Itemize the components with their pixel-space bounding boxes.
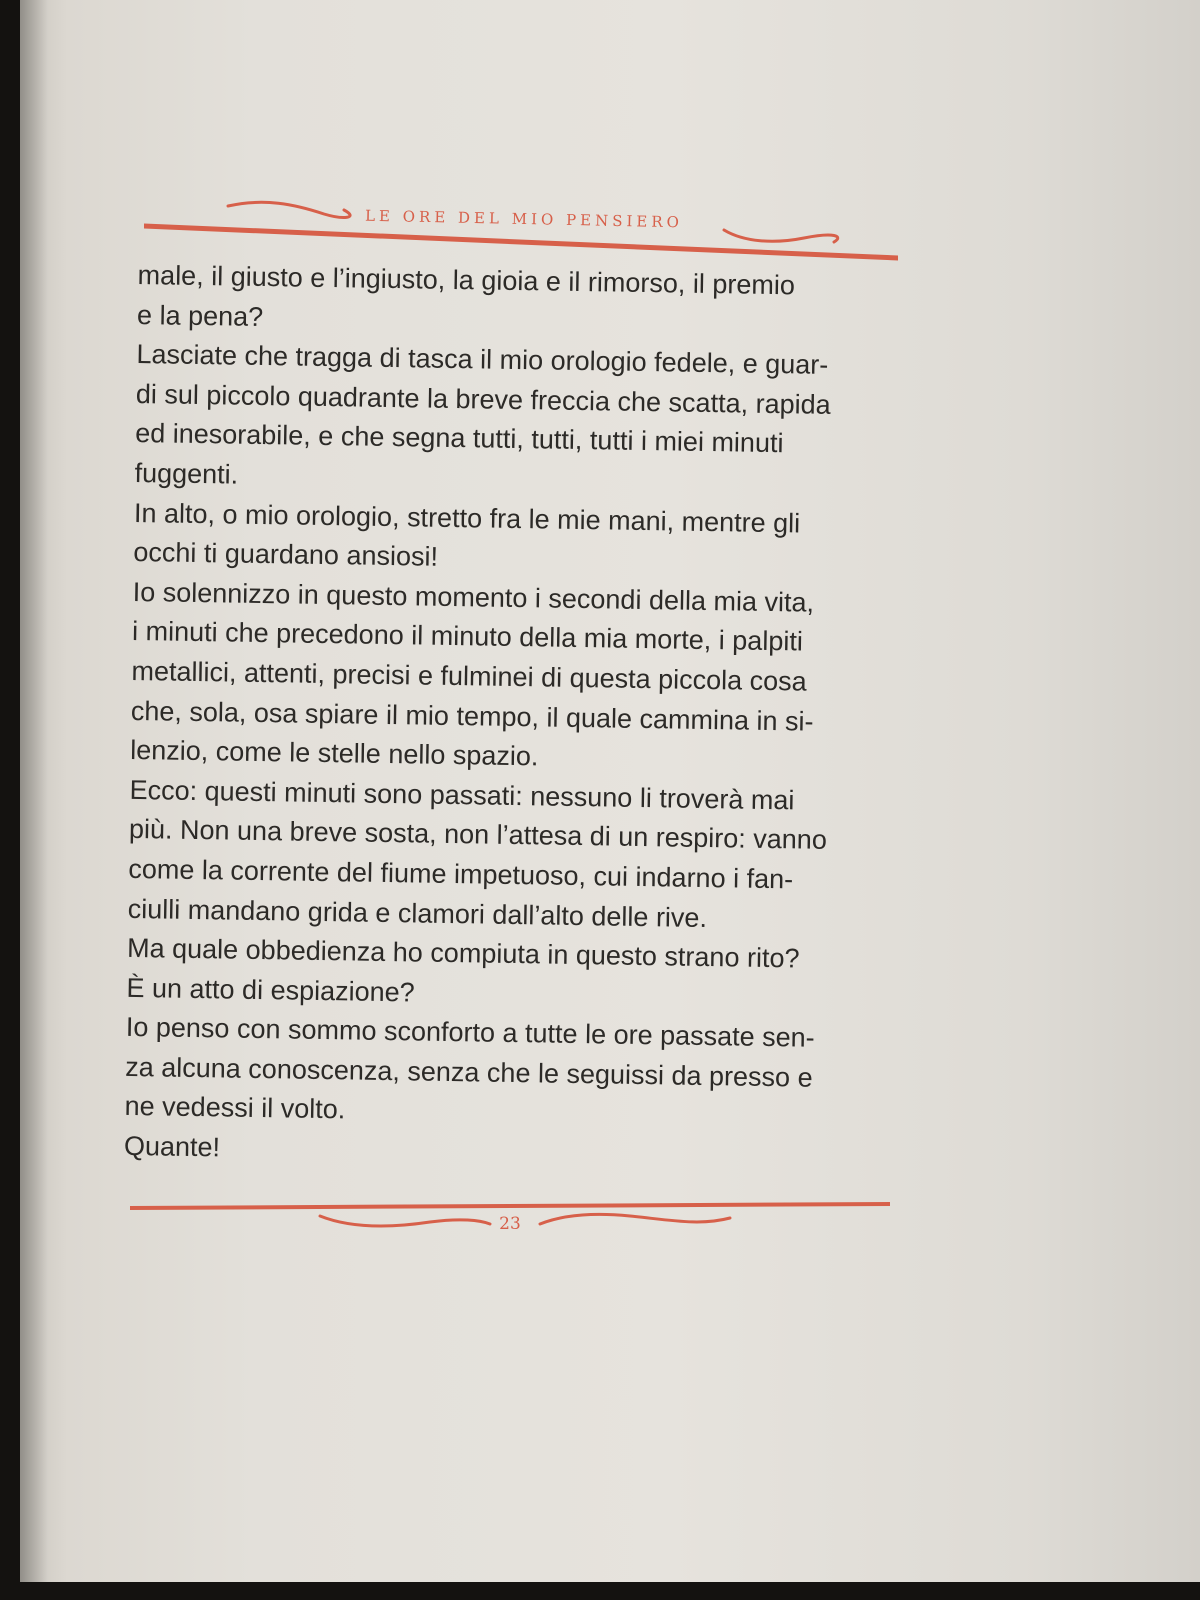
- paragraph: [130, 573, 913, 783]
- paragraph: [126, 929, 907, 1020]
- text-line: ne vedessi il volto.: [124, 1091, 346, 1125]
- paragraph: [137, 256, 918, 347]
- text-line: Io penso con sommo sconforto a tutte le ore passate sen-: [125, 1012, 815, 1054]
- text-line: ed inesorabile, e che segna tutti, tutti, tutti i miei minuti: [134, 418, 784, 459]
- paragraph: [133, 494, 914, 585]
- paragraph: [127, 771, 909, 942]
- running-title: LE ORE DEL MIO PENSIERO: [364, 206, 684, 232]
- page-number: 23: [499, 1214, 521, 1234]
- paragraph: [134, 335, 916, 506]
- text-line: i minuti che precedono il minuto della mia morte, i palpiti: [131, 616, 804, 657]
- binding-shadow: [20, 0, 48, 1582]
- paragraph: [124, 1008, 906, 1139]
- text-line: ciulli mandano grida e clamori dall’alto delle rive.: [127, 893, 708, 933]
- page-footer: [130, 1202, 890, 1252]
- text-line: occhi ti guardano ansiosi!: [133, 537, 439, 572]
- text-line: In alto, o mio orologio, stretto fra le mie mani, mentre gli: [133, 497, 801, 538]
- text-line: za alcuna conoscenza, senza che le seguissi da presso e: [125, 1051, 813, 1093]
- body-text: [124, 256, 918, 1179]
- text-line: lenzio, come le stelle nello spazio.: [130, 735, 539, 772]
- text-line: Quante!: [123, 1130, 221, 1163]
- text-line: e la pena?: [136, 299, 264, 332]
- text-line: È un atto di espiazione?: [126, 972, 415, 1008]
- page-header: [144, 196, 898, 266]
- text-line: Ecco: questi minuti sono passati: nessuno li troverà mai: [129, 774, 795, 816]
- text-line: male, il giusto e l’ingiusto, la gioia e il rimorso, il premio: [137, 259, 796, 301]
- text-line: Io solennizzo in questo momento i secondi della mia vita,: [132, 576, 815, 618]
- text-line: Ma quale obbedienza ho compiuta in questo strano rito?: [126, 933, 800, 974]
- book-page: [20, 0, 1200, 1582]
- header-ornament: [144, 196, 898, 266]
- text-line: come la corrente del fiume impetuoso, cui indarno i fan-: [128, 853, 794, 895]
- text-line: metallici, attenti, precisi e fulminei di questa piccola cosa: [131, 655, 807, 697]
- text-line: che, sola, osa spiare il mio tempo, il quale cammina in si-: [130, 695, 814, 737]
- text-line: Lasciate che tragga di tasca il mio orologio fedele, e guar-: [136, 339, 829, 381]
- text-line: fuggenti.: [134, 457, 239, 490]
- text-line: più. Non una breve sosta, non l’attesa di un respiro: vanno: [128, 814, 828, 856]
- text-line: di sul piccolo quadrante la breve freccia che scatta, rapida: [135, 378, 831, 420]
